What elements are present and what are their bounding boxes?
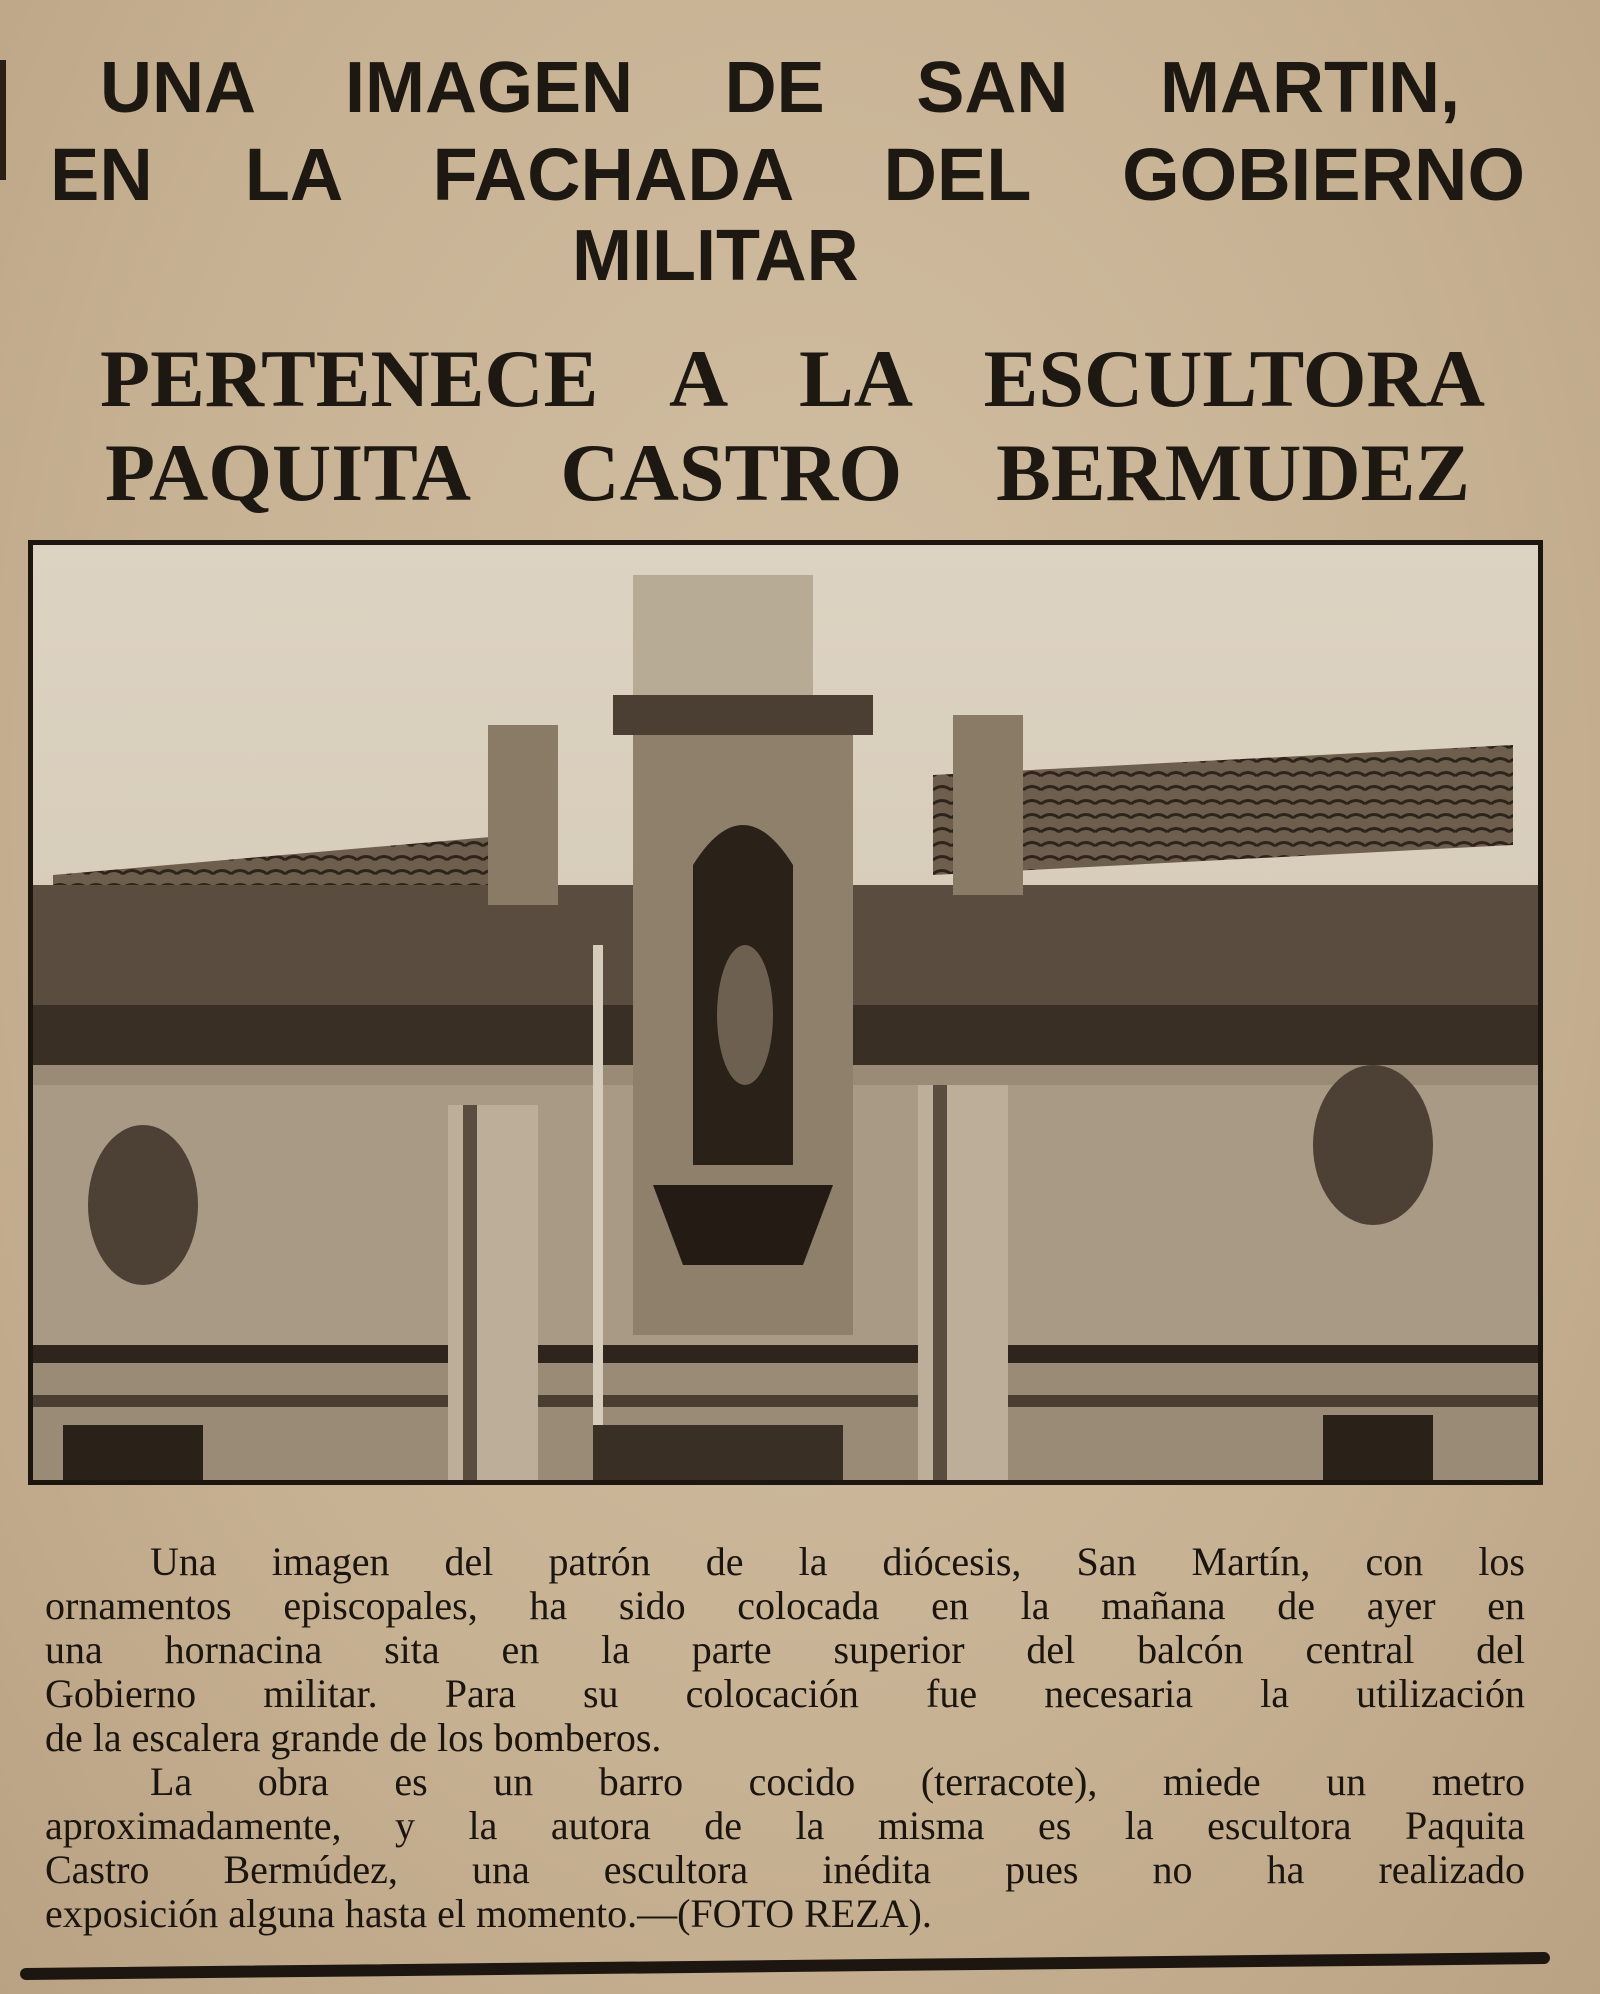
- headline-line-2: EN LA FACHADA DEL GOBIERNO: [50, 133, 1525, 216]
- photo-facade-image: [33, 545, 1538, 1480]
- facade-photo: [28, 540, 1543, 1485]
- bottom-rule: [20, 1952, 1550, 1980]
- paragraph-1: [45, 1540, 1525, 1760]
- body-line: Gobierno militar. Para su colocación fue necesaria la utilización: [45, 1671, 1525, 1716]
- page-edge: [0, 60, 6, 180]
- article-body: [45, 1540, 1525, 1936]
- body-line: Castro Bermúdez, una escultora inédita pues no ha realizado: [45, 1847, 1525, 1892]
- headline-line-3: MILITAR: [572, 216, 859, 296]
- body-line: Una imagen del patrón de la diócesis, San Martín, con los: [150, 1539, 1525, 1584]
- body-line: ornamentos episcopales, ha sido colocada en la mañana de ayer en: [45, 1583, 1525, 1628]
- body-line: de la escalera grande de los bomberos.: [45, 1715, 662, 1760]
- subheadline-line-1: PERTENECE A LA ESCULTORA: [100, 333, 1485, 424]
- paragraph-2: [45, 1760, 1525, 1936]
- body-line: La obra es un barro cocido (terracote), miede un metro: [150, 1759, 1525, 1804]
- subheadline-line-2: PAQUITA CASTRO BERMUDEZ: [105, 427, 1470, 518]
- body-line: aproximadamente, y la autora de la misma es la escultora Paquita: [45, 1803, 1525, 1848]
- headline-line-1: UNA IMAGEN DE SAN MARTIN,: [100, 48, 1460, 128]
- body-line: exposición alguna hasta el momento.—(FOTO REZA).: [45, 1891, 932, 1936]
- body-line: una hornacina sita en la parte superior del balcón central del: [45, 1627, 1525, 1672]
